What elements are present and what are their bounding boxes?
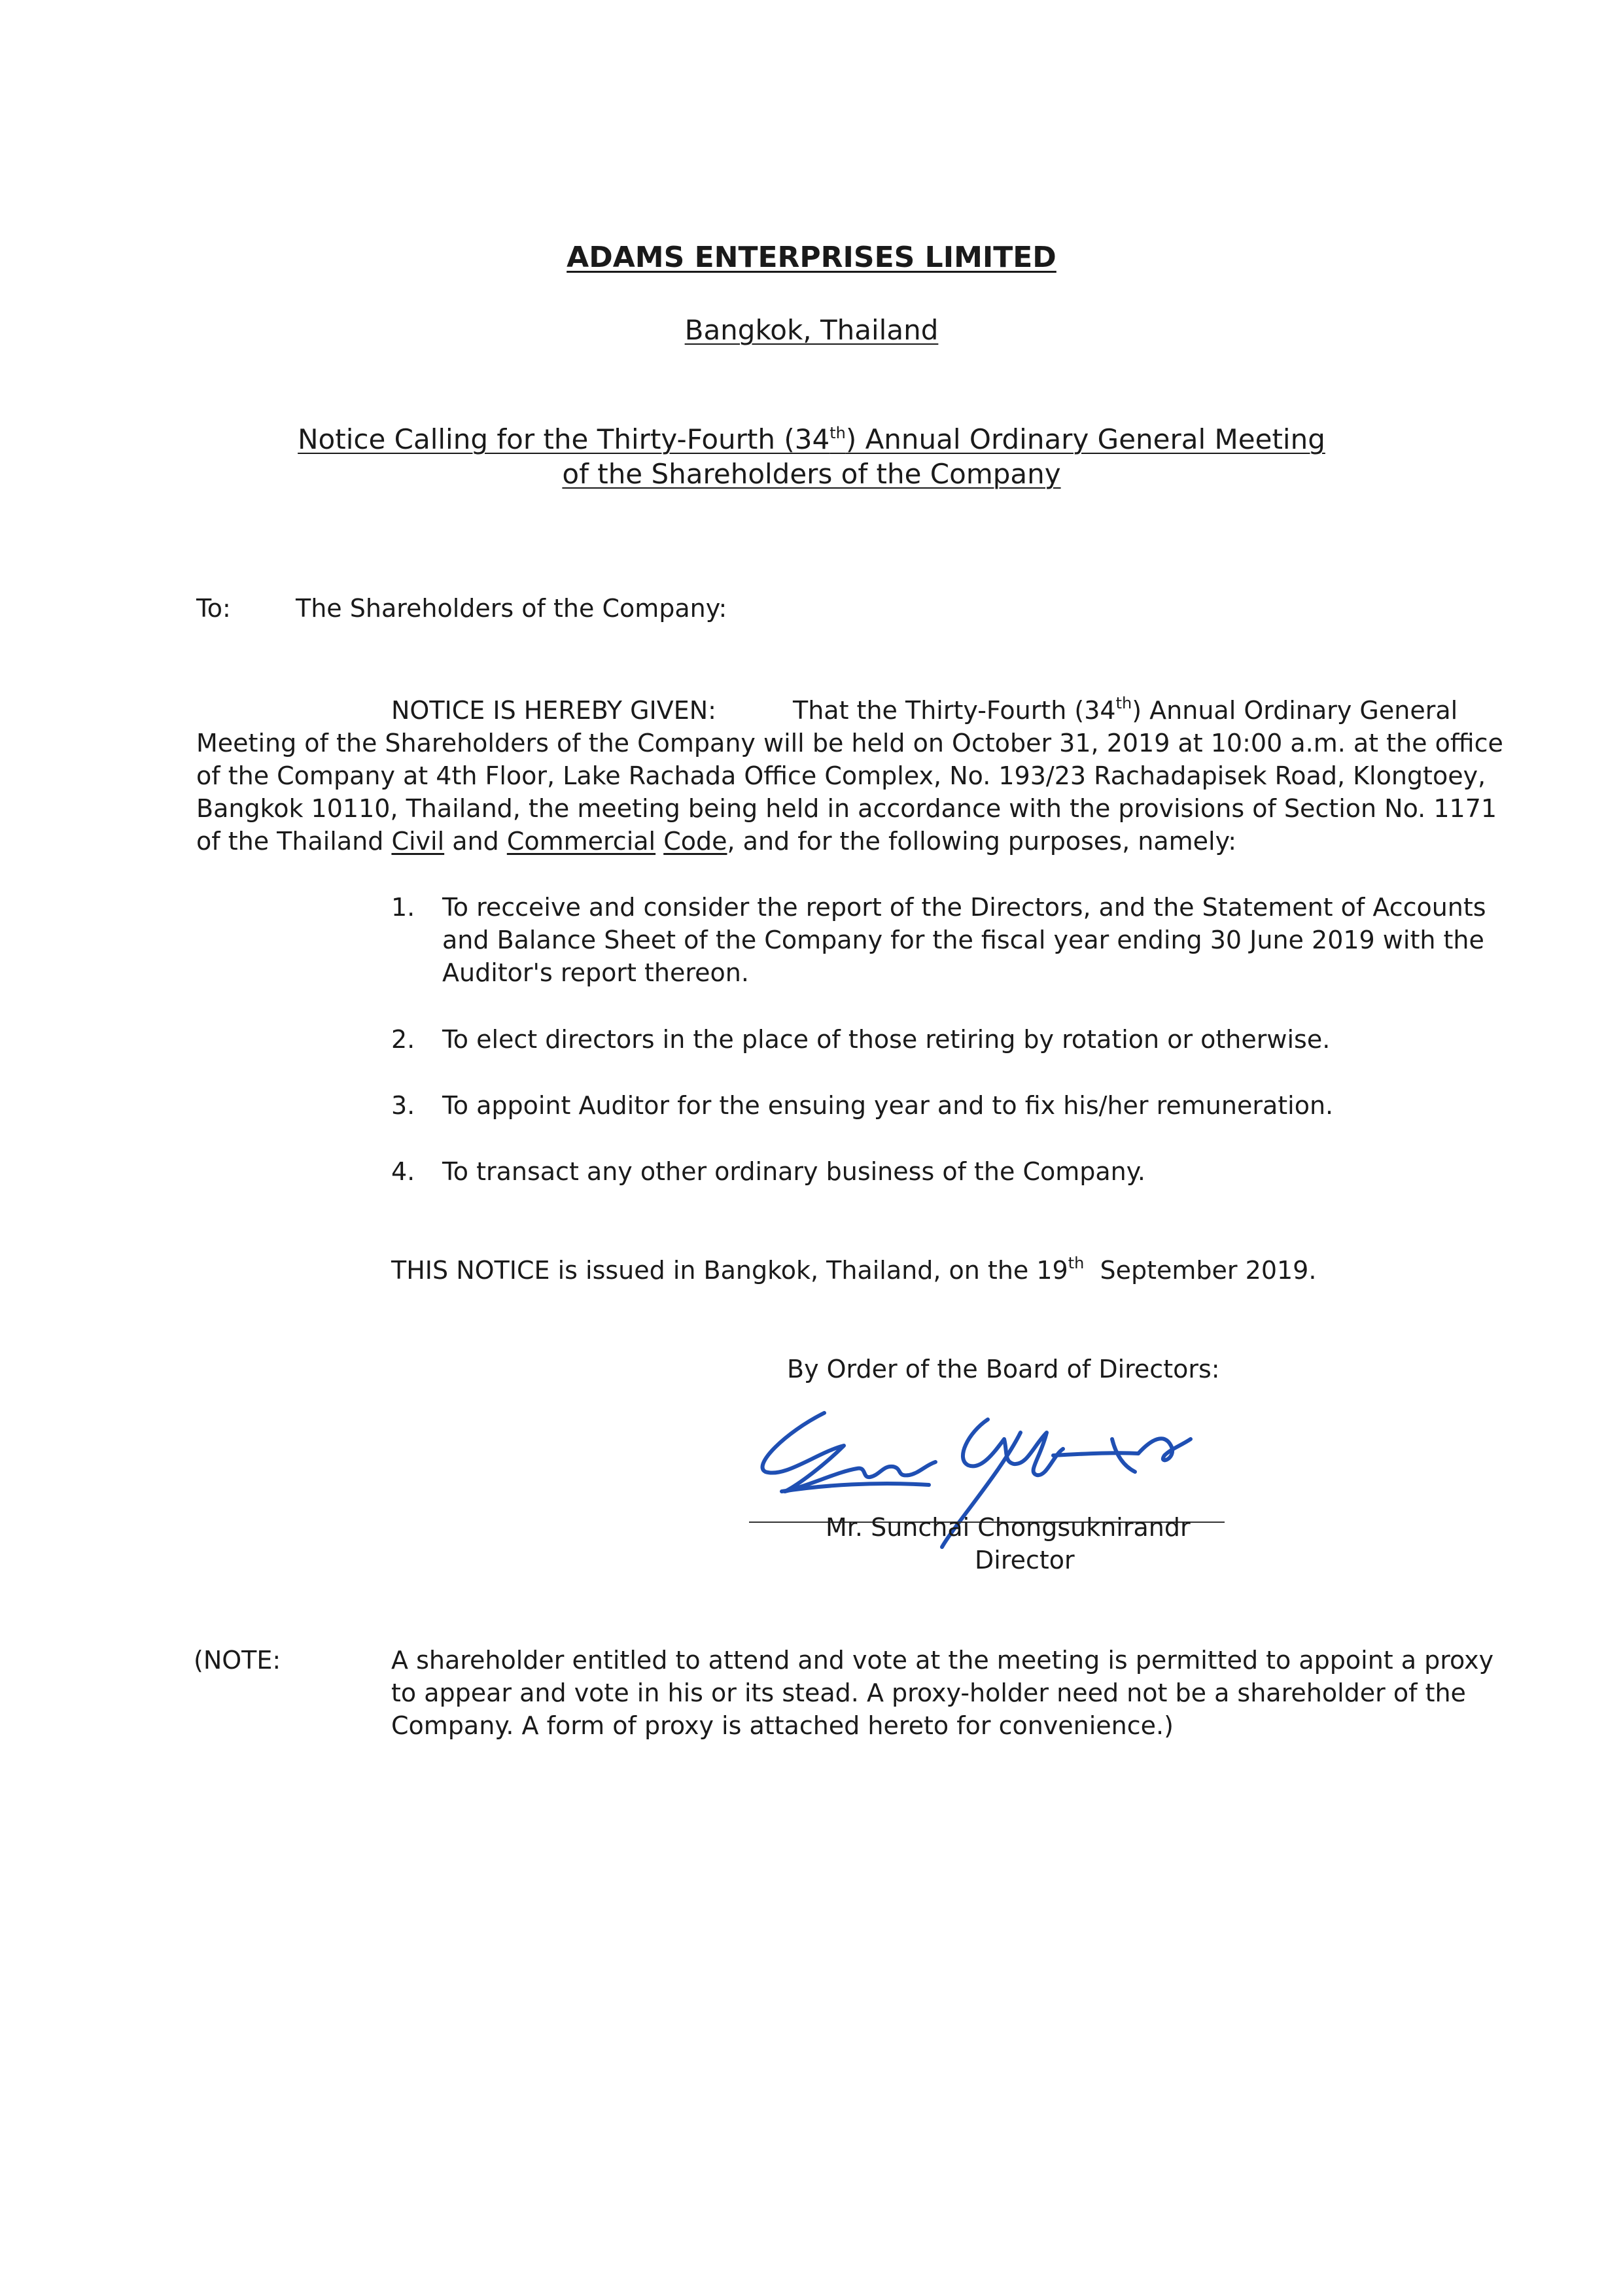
commercial-link-text: Commercial xyxy=(506,827,656,856)
civil-link-text: Civil xyxy=(391,827,445,856)
agenda-item-line: To appoint Auditor for the ensuing year and to fix his/her remuneration. xyxy=(442,1091,1334,1120)
notice-line1-post: ) Annual Ordinary General xyxy=(1132,696,1458,725)
notice-title-line1-sup: th xyxy=(829,424,846,442)
notice-line1-sup: th xyxy=(1115,694,1132,712)
notice-line1 xyxy=(793,694,1458,727)
notice-title-line1-pre: Notice Calling for the Thirty-Fourth (34 xyxy=(298,423,830,455)
note-label: (NOTE: xyxy=(194,1646,281,1675)
notice-line5-b: , and for the following purposes, namely: xyxy=(727,827,1237,856)
agenda-item-line: Auditor's report thereon. xyxy=(442,958,749,987)
note-line: A shareholder entitled to attend and vote at the meeting is permitted to appoint a proxy xyxy=(391,1646,1494,1675)
signatory-name: Mr. Sunchai Chongsuknirandr xyxy=(826,1513,1191,1542)
code-link-text: Code xyxy=(663,827,727,856)
agenda-item-line: To recceive and consider the report of the Directors, and the Statement of Accounts xyxy=(442,893,1486,922)
issued-post: September 2019. xyxy=(1084,1256,1317,1285)
notice-line4: Bangkok 10110, Thailand, the meeting being held in accordance with the provisions of Section No. 1171 xyxy=(196,794,1497,823)
agenda-item-number: 4. xyxy=(391,1157,415,1186)
notice-line5-and: and xyxy=(452,827,499,856)
agenda-item-number: 3. xyxy=(391,1091,415,1120)
notice-lead: NOTICE IS HEREBY GIVEN: xyxy=(391,696,716,725)
agenda-item-line: and Balance Sheet of the Company for the fiscal year ending 30 June 2019 with the xyxy=(442,926,1484,954)
board-order: By Order of the Board of Directors: xyxy=(787,1355,1220,1383)
notice-line3: of the Company at 4th Floor, Lake Rachada Office Complex, No. 193/23 Rachadapisek Road, Klongtoey, xyxy=(196,761,1486,790)
note-line: to appear and vote in his or its stead. A proxy-holder need not be a shareholder of the xyxy=(391,1679,1466,1707)
addressee-label: To: xyxy=(196,594,231,623)
notice-line1-pre: That the Thirty-Fourth (34 xyxy=(793,696,1116,725)
note-line: Company. A form of proxy is attached hereto for convenience.) xyxy=(391,1711,1174,1740)
agenda-item-line: To elect directors in the place of those retiring by rotation or otherwise. xyxy=(442,1025,1331,1054)
issued-pre: THIS NOTICE is issued in Bangkok, Thailand, on the 19 xyxy=(391,1256,1068,1285)
company-name: ADAMS ENTERPRISES LIMITED xyxy=(567,241,1056,274)
notice-line5 xyxy=(196,825,1433,858)
notice-title-line1-post: ) Annual Ordinary General Meeting xyxy=(845,423,1325,455)
agenda-item-number: 1. xyxy=(391,893,415,922)
signatory-role: Director xyxy=(975,1546,1075,1574)
issued-sup: th xyxy=(1068,1254,1085,1272)
agenda-item-number: 2. xyxy=(391,1025,415,1054)
notice-line2: Meeting of the Shareholders of the Company will be held on October 31, 2019 at 10:00 a.m. at the office xyxy=(196,729,1503,757)
addressee-value: The Shareholders of the Company: xyxy=(296,594,727,623)
notice-line5-a: of the Thailand xyxy=(196,827,384,856)
issued-statement xyxy=(391,1254,1316,1287)
company-location: Bangkok, Thailand xyxy=(684,314,939,346)
notice-title-line2: of the Shareholders of the Company xyxy=(562,458,1061,490)
agenda-item-line: To transact any other ordinary business of the Company. xyxy=(442,1157,1145,1186)
notice-title-line1 xyxy=(0,423,1623,455)
